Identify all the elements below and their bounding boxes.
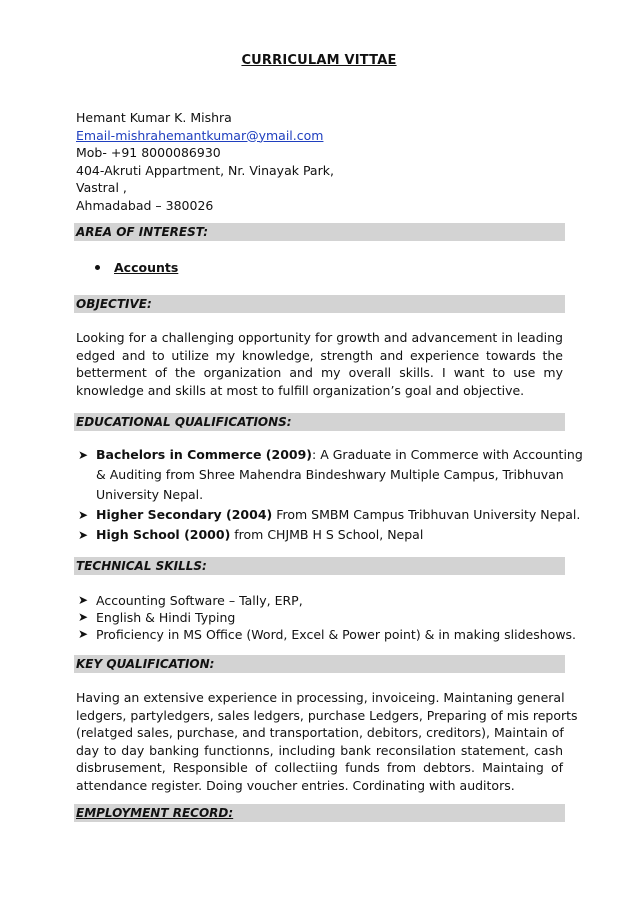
degree-detail: From SMBM Campus Tribhuvan University Nepal. bbox=[272, 507, 581, 522]
list-item bbox=[78, 505, 581, 525]
list-item bbox=[78, 592, 563, 609]
skill-text: Accounting Software – Tally, ERP, bbox=[96, 593, 303, 608]
arrow-bullet-icon: ➤ bbox=[78, 627, 89, 641]
arrow-bullet-icon: ➤ bbox=[78, 610, 89, 624]
arrow-bullet-icon: ➤ bbox=[78, 593, 89, 607]
skill-text: English & Hindi Typing bbox=[96, 610, 236, 625]
paragraph-line: University Nepal. bbox=[96, 487, 204, 502]
degree-title: Higher Secondary (2004) bbox=[96, 507, 273, 522]
section-heading-employment bbox=[74, 804, 565, 822]
paragraph-line: disbrusement, Responsible of collectiing funds from debtors. Maintaing of bbox=[76, 760, 563, 775]
interest-item bbox=[95, 260, 178, 275]
section-heading-text: EMPLOYMENT RECORD: bbox=[76, 806, 234, 820]
degree-title: Bachelors in Commerce (2009) bbox=[96, 447, 313, 462]
paragraph-line: betterment of the organization and my overall skills. I want to use my bbox=[76, 365, 563, 380]
email-link[interactable]: Email-mishrahemantkumar@ymail.com bbox=[76, 127, 324, 143]
section-heading-education bbox=[74, 413, 565, 431]
section-heading-text: OBJECTIVE: bbox=[76, 297, 152, 311]
candidate-name: Hemant Kumar K. Mishra bbox=[76, 110, 232, 125]
paragraph-line: attendance register. Doing voucher entries. Cordinating with auditors. bbox=[76, 777, 515, 793]
degree-title: High School (2000) bbox=[96, 527, 231, 542]
objective-paragraph bbox=[76, 329, 563, 399]
list-item bbox=[78, 609, 563, 626]
paragraph-line: ledgers, partyledgers, sales ledgers, purchase Ledgers, Preparing of mis reports bbox=[76, 707, 578, 723]
paragraph-line: & Auditing from Shree Mahendra Bindeshwary Multiple Campus, Tribhuvan bbox=[96, 467, 564, 482]
address-line-2: Vastral , bbox=[76, 180, 127, 195]
section-heading-technical bbox=[74, 557, 565, 575]
key-qualification-paragraph bbox=[76, 689, 578, 794]
education-list bbox=[78, 445, 583, 545]
arrow-bullet-icon: ➤ bbox=[78, 508, 89, 522]
address-line-3: Ahmadabad – 380026 bbox=[76, 197, 214, 213]
list-item bbox=[78, 525, 563, 545]
skill-text: Proficiency in MS Office (Word, Excel & Power point) & in making slideshows. bbox=[96, 627, 577, 642]
mobile-number: Mob- +91 8000086930 bbox=[76, 145, 221, 160]
section-heading-objective bbox=[74, 295, 565, 313]
document-title: CURRICULAM VITTAE bbox=[241, 53, 397, 68]
contact-block bbox=[76, 109, 334, 214]
interest-label: Accounts bbox=[114, 260, 179, 275]
paragraph-line: Having an extensive experience in processing, invoiceing. Maintaning general bbox=[76, 690, 565, 705]
address-line-1: 404-Akruti Appartment, Nr. Vinayak Park, bbox=[76, 162, 334, 178]
technical-skills-list bbox=[78, 592, 577, 643]
paragraph-line: day to day banking functionns, including bank reconsilation statement, cash bbox=[76, 742, 563, 758]
section-heading-text: AREA OF INTEREST: bbox=[76, 225, 209, 239]
paragraph-line bbox=[96, 505, 581, 525]
paragraph-line: knowledge and skills at most to fulfill organization’s goal and objective. bbox=[76, 382, 525, 398]
section-heading-text: TECHNICAL SKILLS: bbox=[76, 559, 207, 573]
paragraph-line: edged and to utilize my knowledge, strength and experience towards the bbox=[76, 347, 563, 363]
list-item bbox=[78, 445, 583, 505]
bullet-icon bbox=[95, 265, 100, 270]
paragraph-line bbox=[96, 445, 583, 465]
section-heading-text: EDUCATIONAL QUALIFICATIONS: bbox=[76, 415, 292, 429]
section-heading-interest bbox=[74, 223, 565, 241]
section-heading-key bbox=[74, 655, 565, 673]
list-item bbox=[78, 626, 577, 643]
degree-detail: : A Graduate in Commerce with Accounting bbox=[312, 447, 583, 462]
arrow-bullet-icon: ➤ bbox=[78, 528, 89, 542]
paragraph-line bbox=[96, 525, 563, 545]
paragraph-line: (relatged sales, purchase, and transportation, debitors, creditors), Maintain of bbox=[76, 725, 564, 740]
arrow-bullet-icon: ➤ bbox=[78, 448, 89, 462]
degree-detail: from CHJMB H S School, Nepal bbox=[230, 527, 424, 542]
section-heading-text: KEY QUALIFICATION: bbox=[76, 657, 215, 671]
paragraph-line: Looking for a challenging opportunity for growth and advancement in leading bbox=[76, 330, 563, 345]
